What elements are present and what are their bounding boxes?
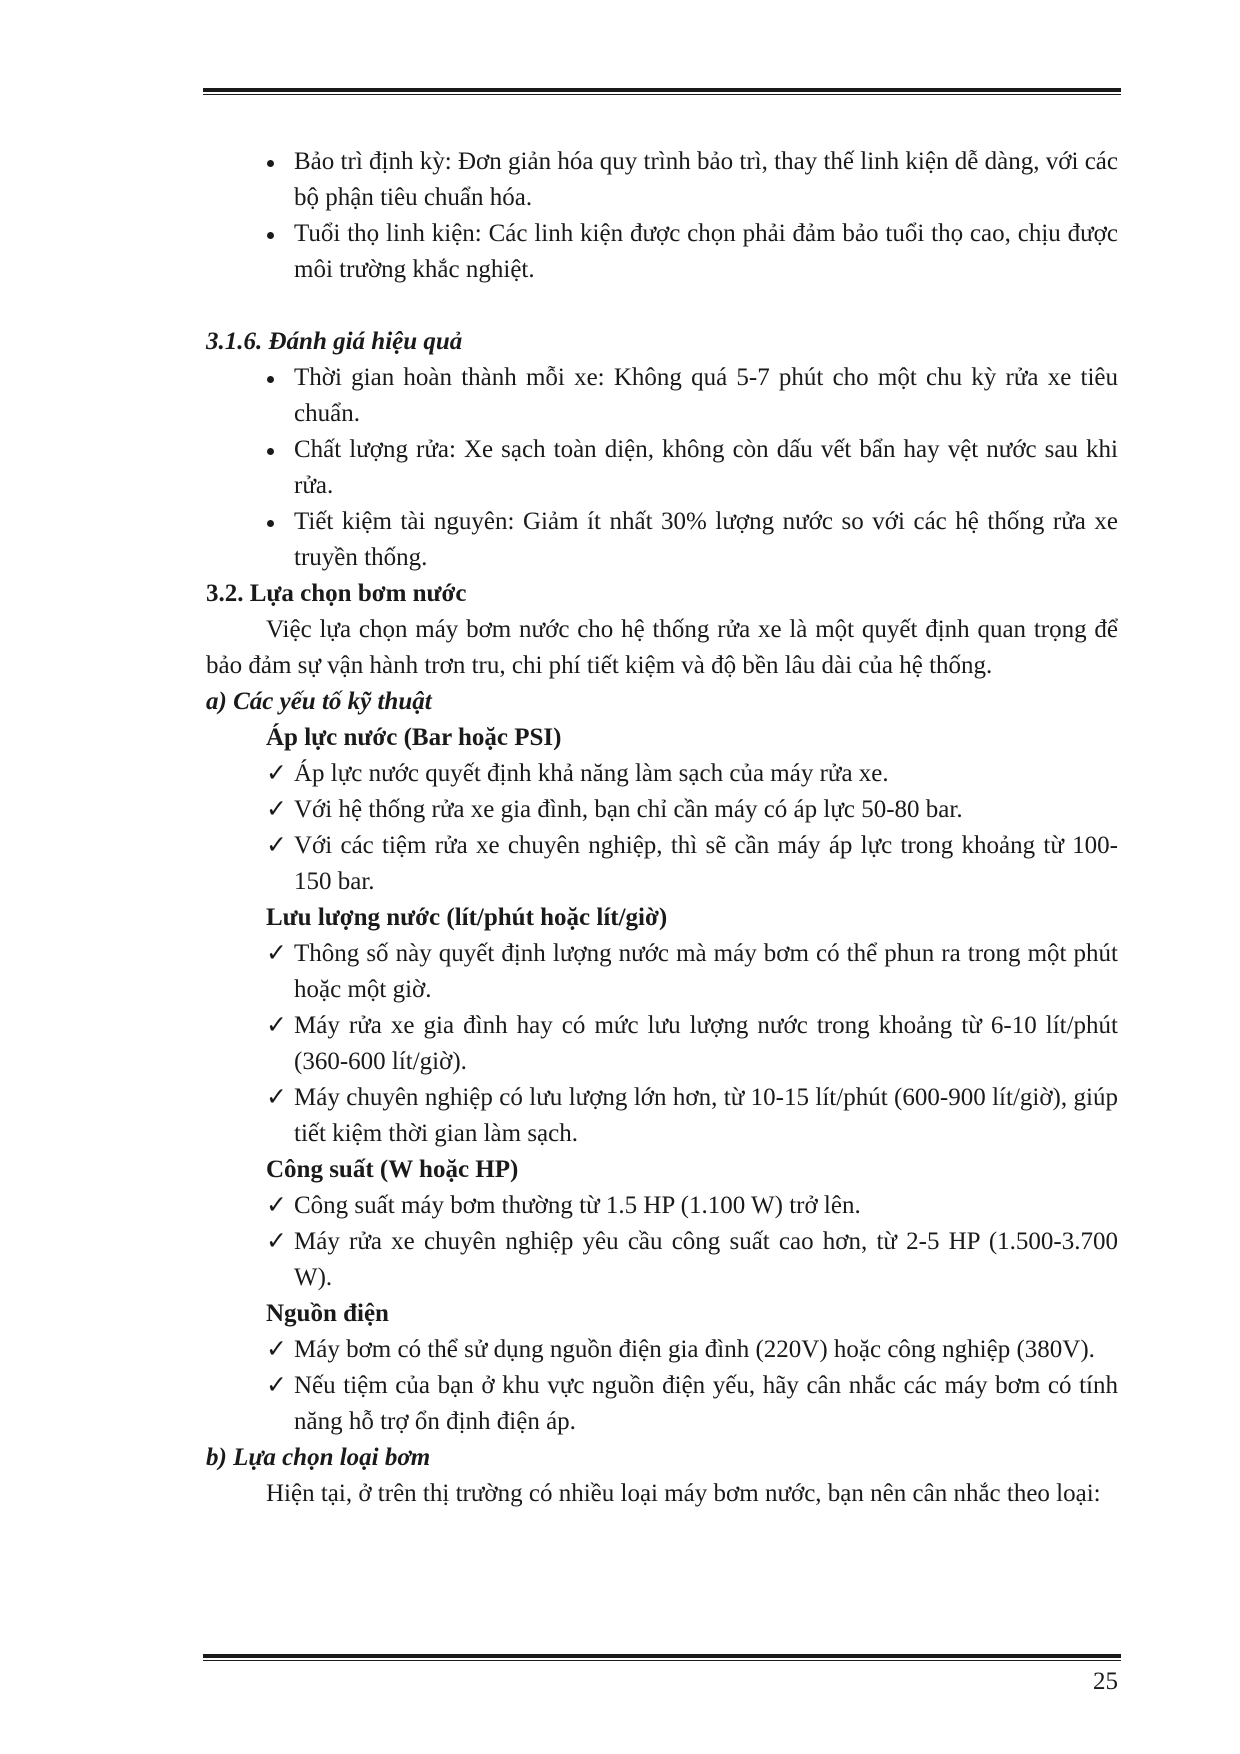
check-icon: ✓ xyxy=(266,1228,287,1255)
footer-rule xyxy=(203,1654,1121,1661)
check-icon: ✓ xyxy=(266,1336,287,1363)
list-item: ✓ Với hệ thống rửa xe gia đình, bạn chỉ cần máy có áp lực 50-80 bar. xyxy=(206,792,1118,828)
check-icon: ✓ xyxy=(266,1012,287,1039)
list-item: ✓ Máy rửa xe gia đình hay có mức lưu lượng nước trong khoảng từ 6-10 lít/phút (360-600 lít/giờ). xyxy=(206,1008,1118,1080)
checklist-flow xyxy=(206,936,1118,1152)
check-icon: ✓ xyxy=(266,796,287,823)
subsection-heading-b: b) Lựa chọn loại bơm xyxy=(206,1444,431,1471)
check-icon: ✓ xyxy=(266,1084,287,1111)
group-title-electricity: Nguồn điện xyxy=(266,1300,389,1327)
group-title-pressure: Áp lực nước (Bar hoặc PSI) xyxy=(266,724,562,751)
checklist-electricity xyxy=(206,1332,1118,1440)
list-item: ✓ Máy bơm có thể sử dụng nguồn điện gia đình (220V) hoặc công nghiệp (380V). xyxy=(206,1332,1118,1368)
checklist-power xyxy=(206,1188,1118,1296)
section-heading-3-1-6: 3.1.6. Đánh giá hiệu quả xyxy=(206,328,463,355)
header-rule xyxy=(203,88,1121,95)
list-item: ✓ Nếu tiệm của bạn ở khu vực nguồn điện yếu, hãy cân nhắc các máy bơm có tính năng hỗ trợ ổn định điện áp. xyxy=(206,1368,1118,1440)
group-title-power: Công suất (W hoặc HP) xyxy=(266,1156,519,1183)
list-item: Tuổi thọ linh kiện: Các linh kiện được chọn phải đảm bảo tuổi thọ cao, chịu được môi trường khắc nghiệt. xyxy=(206,216,1118,288)
check-icon: ✓ xyxy=(266,1372,287,1399)
group-title-flow: Lưu lượng nước (lít/phút hoặc lít/giờ) xyxy=(266,904,668,931)
checklist-pressure xyxy=(206,756,1118,900)
list-item: ✓ Máy rửa xe chuyên nghiệp yêu cầu công suất cao hơn, từ 2-5 HP (1.500-3.700 W). xyxy=(206,1224,1118,1296)
list-item: ✓ Thông số này quyết định lượng nước mà máy bơm có thể phun ra trong một phút hoặc một giờ. xyxy=(206,936,1118,1008)
list-item: Chất lượng rửa: Xe sạch toàn diện, không còn dấu vết bẩn hay vệt nước sau khi rửa. xyxy=(206,432,1118,504)
list-item: ✓ Máy chuyên nghiệp có lưu lượng lớn hơn, từ 10-15 lít/phút (600-900 lít/giờ), giúp tiết kiệm thời gian làm sạch. xyxy=(206,1080,1118,1152)
page-body xyxy=(206,144,1118,1512)
check-icon: ✓ xyxy=(266,940,287,967)
check-icon: ✓ xyxy=(266,832,287,859)
page-number: 25 xyxy=(1093,1668,1118,1695)
section-intro-paragraph: Việc lựa chọn máy bơm nước cho hệ thống rửa xe là một quyết định quan trọng để bảo đảm sự vận hành trơn tru, chi phí tiết kiệm và độ bền lâu dài của hệ thống. xyxy=(206,616,1118,679)
section-heading-3-2: 3.2. Lựa chọn bơm nước xyxy=(206,580,467,607)
list-item: Thời gian hoàn thành mỗi xe: Không quá 5-7 phút cho một chu kỳ rửa xe tiêu chuẩn. xyxy=(206,360,1118,432)
subsection-heading-a: a) Các yếu tố kỹ thuật xyxy=(206,688,432,715)
check-icon: ✓ xyxy=(266,1192,287,1219)
check-icon: ✓ xyxy=(266,760,287,787)
list-item: Tiết kiệm tài nguyên: Giảm ít nhất 30% lượng nước so với các hệ thống rửa xe truyền thống. xyxy=(206,504,1118,576)
intro-bullet-list xyxy=(206,144,1118,288)
list-item: ✓ Áp lực nước quyết định khả năng làm sạch của máy rửa xe. xyxy=(206,756,1118,792)
list-item: ✓ Công suất máy bơm thường từ 1.5 HP (1.100 W) trở lên. xyxy=(206,1188,1118,1224)
list-item: ✓ Với các tiệm rửa xe chuyên nghiệp, thì sẽ cần máy áp lực trong khoảng từ 100-150 bar. xyxy=(206,828,1118,900)
list-item: Bảo trì định kỳ: Đơn giản hóa quy trình bảo trì, thay thế linh kiện dễ dàng, với các bộ phận tiêu chuẩn hóa. xyxy=(206,144,1118,216)
evaluation-bullet-list xyxy=(206,360,1118,576)
subsection-b-paragraph: Hiện tại, ở trên thị trường có nhiều loại máy bơm nước, bạn nên cân nhắc theo loại: xyxy=(266,1480,1101,1507)
